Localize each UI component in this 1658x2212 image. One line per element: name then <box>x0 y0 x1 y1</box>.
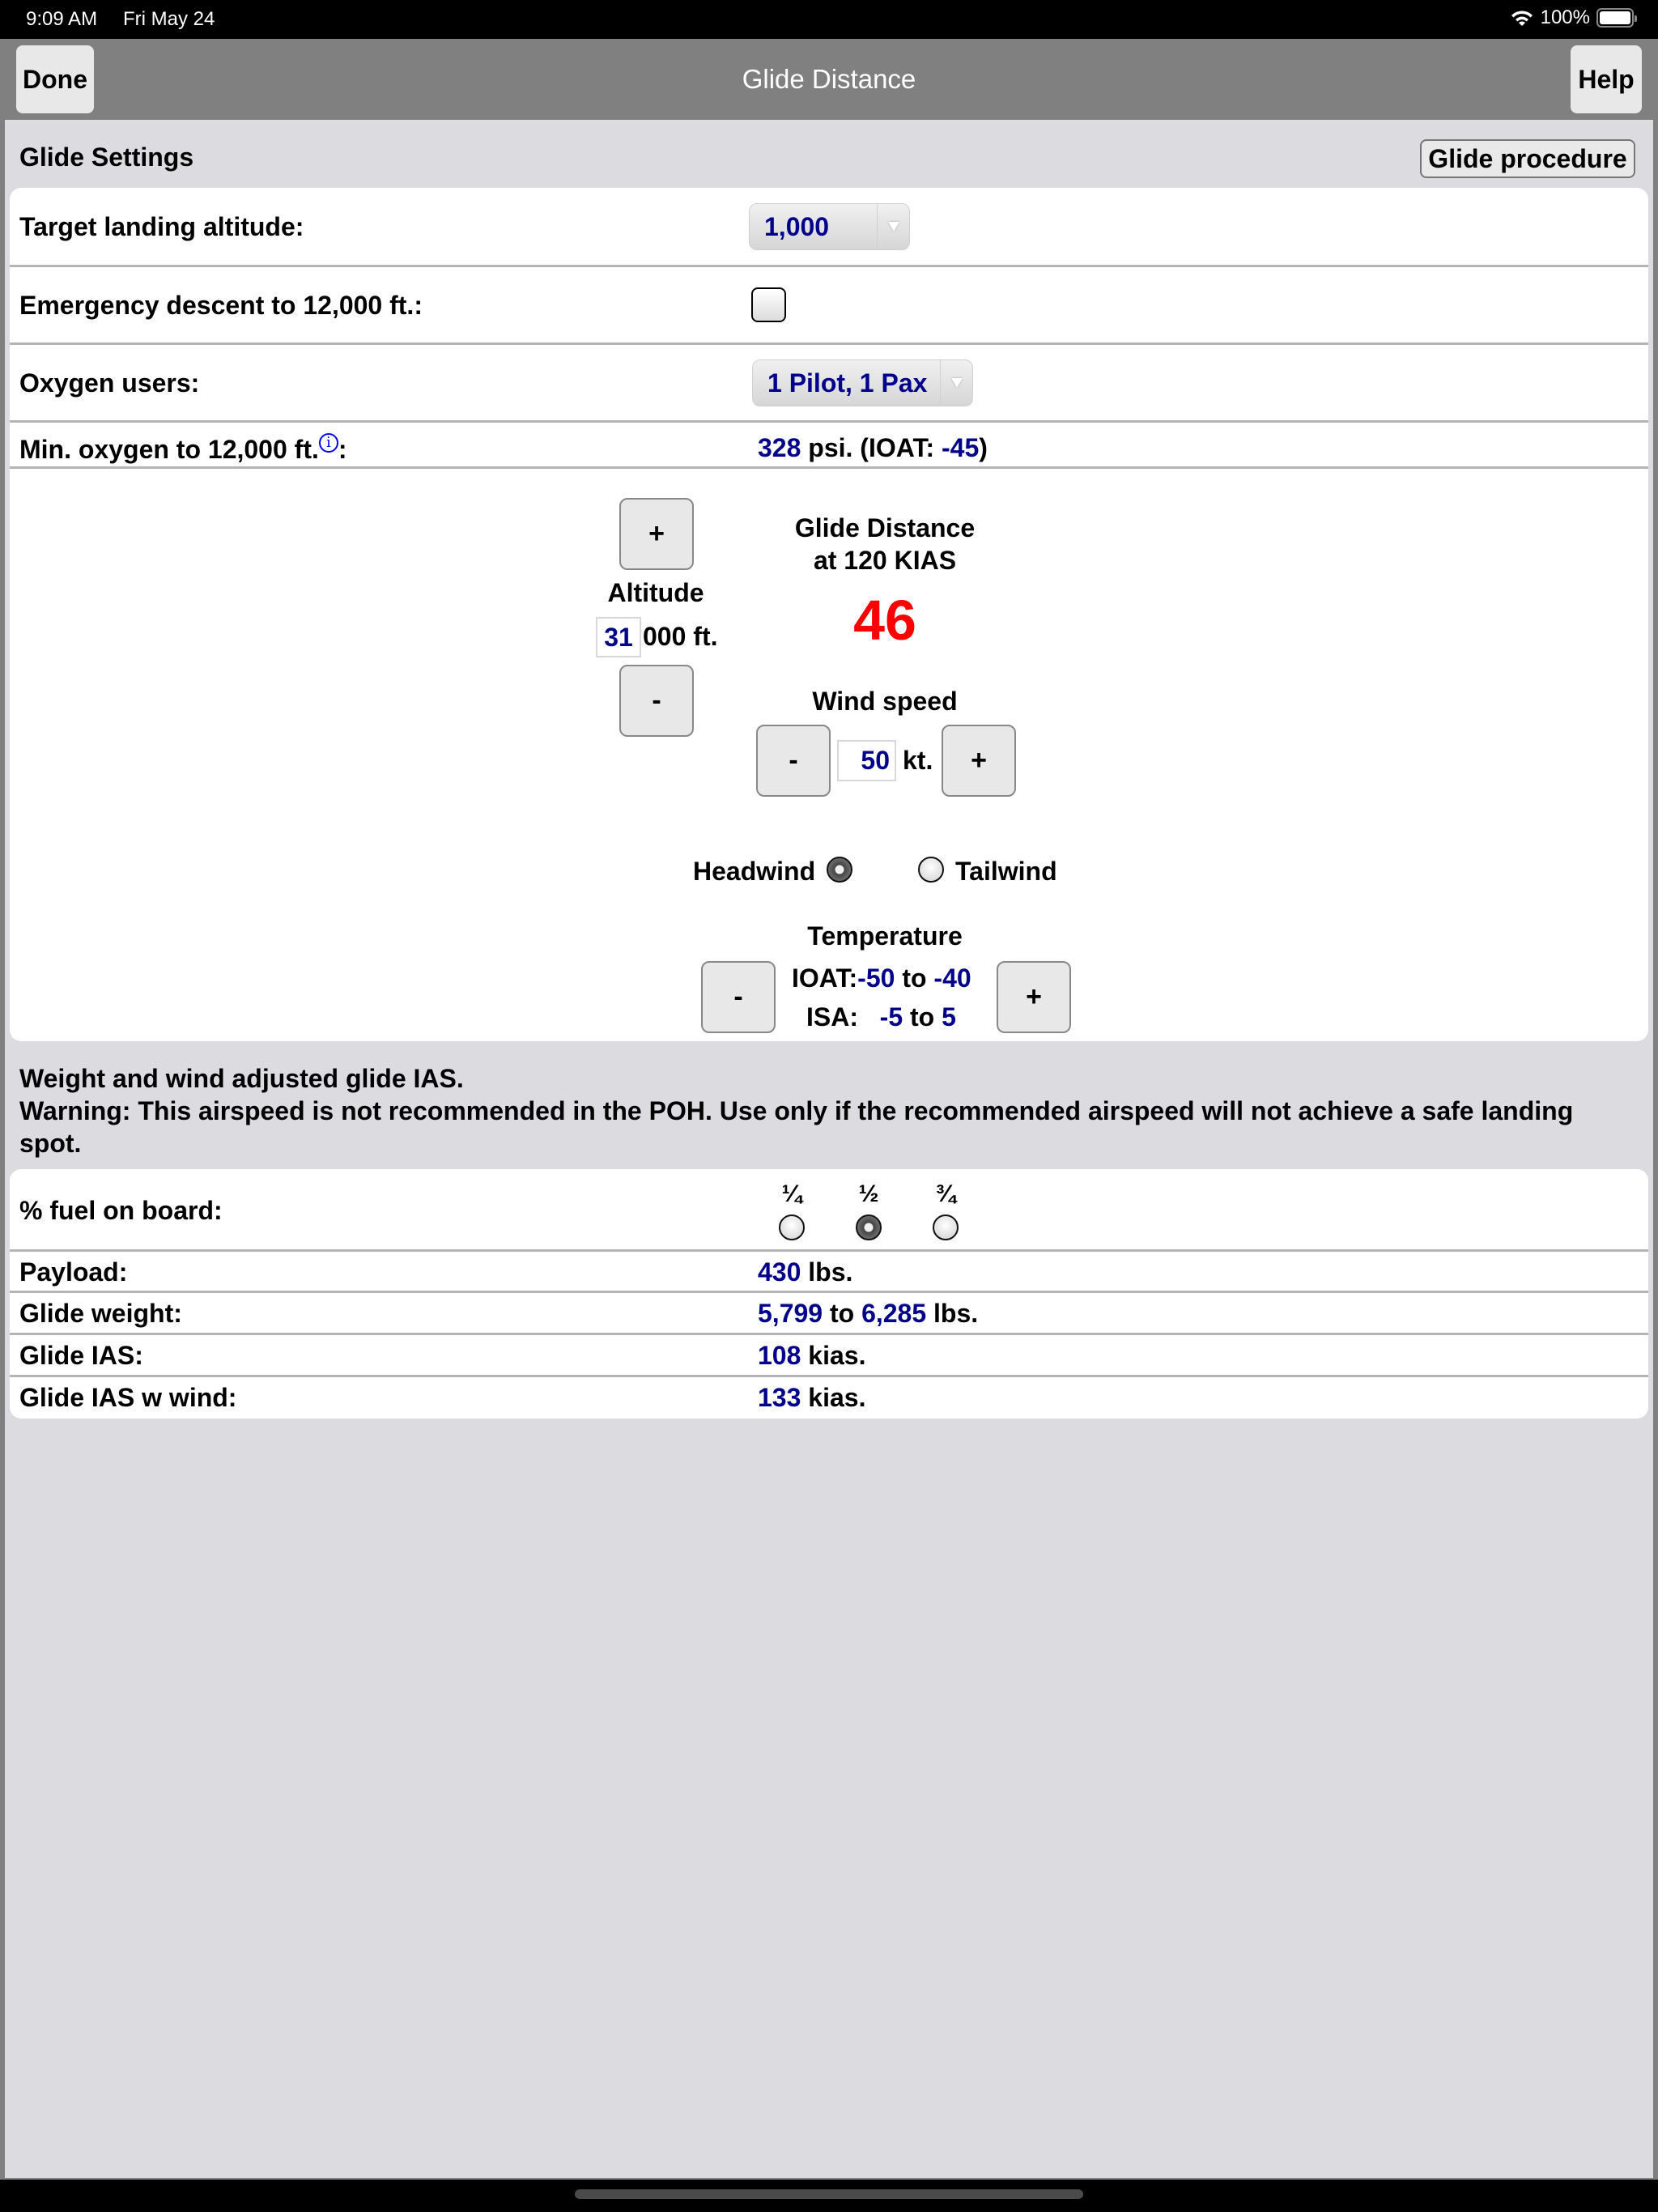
temperature-label: Temperature <box>807 921 963 951</box>
status-bar <box>0 0 1658 39</box>
chevron-down-icon <box>877 204 909 249</box>
help-button[interactable]: Help <box>1571 45 1642 113</box>
row-glide-weight <box>10 1292 1648 1333</box>
wind-increase-button[interactable]: + <box>942 725 1016 797</box>
glide-ias-number: 108 <box>758 1341 801 1370</box>
wind-unit: kt. <box>903 746 933 775</box>
glide-weight-unit: lbs. <box>933 1299 979 1328</box>
to-label: to <box>910 1002 935 1032</box>
target-landing-altitude-value: 1,000 <box>764 211 830 241</box>
glide-ias-wind-value <box>758 1383 865 1413</box>
altitude-decrease-button[interactable]: - <box>619 665 694 737</box>
glide-ias-value <box>758 1341 865 1371</box>
glide-ias-label: Glide IAS: <box>19 1341 143 1370</box>
glide-ias-heading: Weight and wind adjusted glide IAS. <box>19 1064 464 1093</box>
page-title: Glide Distance <box>742 64 916 94</box>
fuel-option-three-quarter-label: ¾ <box>935 1180 956 1207</box>
glide-ias-warning: Warning: This airspeed is not recommended in the POH. Use only if the recommended airspeed will not achieve a safe landing spot. <box>19 1096 1574 1158</box>
row-emergency-descent <box>10 266 1648 343</box>
min-oxygen-value <box>758 433 988 463</box>
fuel-three-quarter-radio[interactable] <box>933 1214 959 1240</box>
section-title-glide-settings: Glide Settings <box>19 143 194 172</box>
wind-speed-input[interactable]: 50 <box>837 740 896 781</box>
altitude-input[interactable]: 31 <box>596 617 641 657</box>
oxygen-users-select[interactable] <box>752 359 973 406</box>
to-label: to <box>829 1299 855 1328</box>
status-indicators <box>1510 6 1634 29</box>
payload-unit: lbs. <box>808 1257 853 1287</box>
glide-weight-value <box>758 1299 978 1329</box>
row-payload <box>10 1251 1648 1291</box>
glide-weight-high: 6,285 <box>861 1299 927 1328</box>
divider <box>10 466 1648 469</box>
glide-ias-wind-label: Glide IAS w wind: <box>19 1383 237 1412</box>
altitude-suffix: 000 ft. <box>643 622 718 651</box>
altitude-label: Altitude <box>607 578 704 607</box>
emergency-descent-label: Emergency descent to 12,000 ft.: <box>19 291 423 320</box>
headwind-label: Headwind <box>693 857 816 886</box>
headwind-radio[interactable] <box>827 857 852 883</box>
home-indicator[interactable] <box>575 2189 1083 2199</box>
oxygen-psi: 328 <box>758 433 801 462</box>
info-icon[interactable]: i <box>319 433 338 453</box>
ioat-label: IOAT: <box>792 963 858 993</box>
done-button[interactable]: Done <box>16 45 94 113</box>
oxygen-ioat: -45 <box>942 433 980 462</box>
paren-close: ) <box>979 433 988 462</box>
isa-high: 5 <box>942 1002 956 1032</box>
row-min-oxygen <box>10 422 1648 467</box>
row-fuel-on-board <box>10 1169 1648 1250</box>
target-landing-altitude-select[interactable] <box>749 203 910 250</box>
battery-icon <box>1596 8 1634 28</box>
wifi-icon <box>1510 8 1534 28</box>
battery-percent: 100% <box>1540 6 1590 28</box>
min-oxygen-label-text: Min. oxygen to 12,000 ft. <box>19 435 319 464</box>
oxygen-unit: psi. (IOAT: <box>808 433 942 462</box>
isa-low: -5 <box>879 1002 903 1032</box>
oxygen-users-label: Oxygen users: <box>19 368 200 398</box>
min-oxygen-label <box>19 433 347 465</box>
status-date: Fri May 24 <box>123 8 215 30</box>
fuel-option-quarter-label: ¼ <box>781 1180 802 1207</box>
tailwind-radio[interactable] <box>918 857 944 883</box>
glide-weight-label: Glide weight: <box>19 1299 182 1328</box>
ioat-low: -50 <box>857 963 895 993</box>
fuel-option-half-label: ½ <box>858 1180 879 1207</box>
glide-ias-wind-unit: kias. <box>808 1383 866 1412</box>
payload-value <box>758 1257 852 1287</box>
glide-ias-wind-number: 133 <box>758 1383 801 1412</box>
status-time: 9:09 AM <box>26 8 98 30</box>
glide-weight-low: 5,799 <box>758 1299 823 1328</box>
chevron-down-icon <box>940 360 972 406</box>
glide-distance-subtitle: at 120 KIAS <box>813 546 957 575</box>
target-landing-altitude-label: Target landing altitude: <box>19 212 304 241</box>
payload-number: 430 <box>758 1257 801 1287</box>
temperature-decrease-button[interactable]: - <box>701 961 776 1033</box>
ioat-range <box>792 963 971 993</box>
row-glide-ias-wind <box>10 1376 1648 1419</box>
to-label: to <box>902 963 927 993</box>
altitude-increase-button[interactable]: + <box>619 498 694 570</box>
label-colon: : <box>338 435 347 464</box>
glide-distance-value: 46 <box>853 589 916 652</box>
oxygen-users-value: 1 Pilot, 1 Pax <box>767 368 928 398</box>
wind-speed-label: Wind speed <box>812 687 958 716</box>
glide-procedure-button[interactable]: Glide procedure <box>1420 139 1635 178</box>
glide-distance-title: Glide Distance <box>794 513 976 542</box>
tailwind-label: Tailwind <box>955 857 1057 886</box>
row-glide-ias <box>10 1334 1648 1375</box>
fuel-quarter-radio[interactable] <box>779 1214 805 1240</box>
temperature-increase-button[interactable]: + <box>997 961 1071 1033</box>
isa-range <box>806 1002 956 1032</box>
isa-label: ISA: <box>806 1002 858 1032</box>
glide-ias-unit: kias. <box>808 1341 866 1370</box>
payload-label: Payload: <box>19 1257 128 1287</box>
emergency-descent-checkbox[interactable] <box>751 287 786 322</box>
ioat-high: -40 <box>933 963 971 993</box>
fuel-half-radio[interactable] <box>856 1214 882 1240</box>
fuel-on-board-label: % fuel on board: <box>19 1196 223 1225</box>
wind-decrease-button[interactable]: - <box>756 725 831 797</box>
